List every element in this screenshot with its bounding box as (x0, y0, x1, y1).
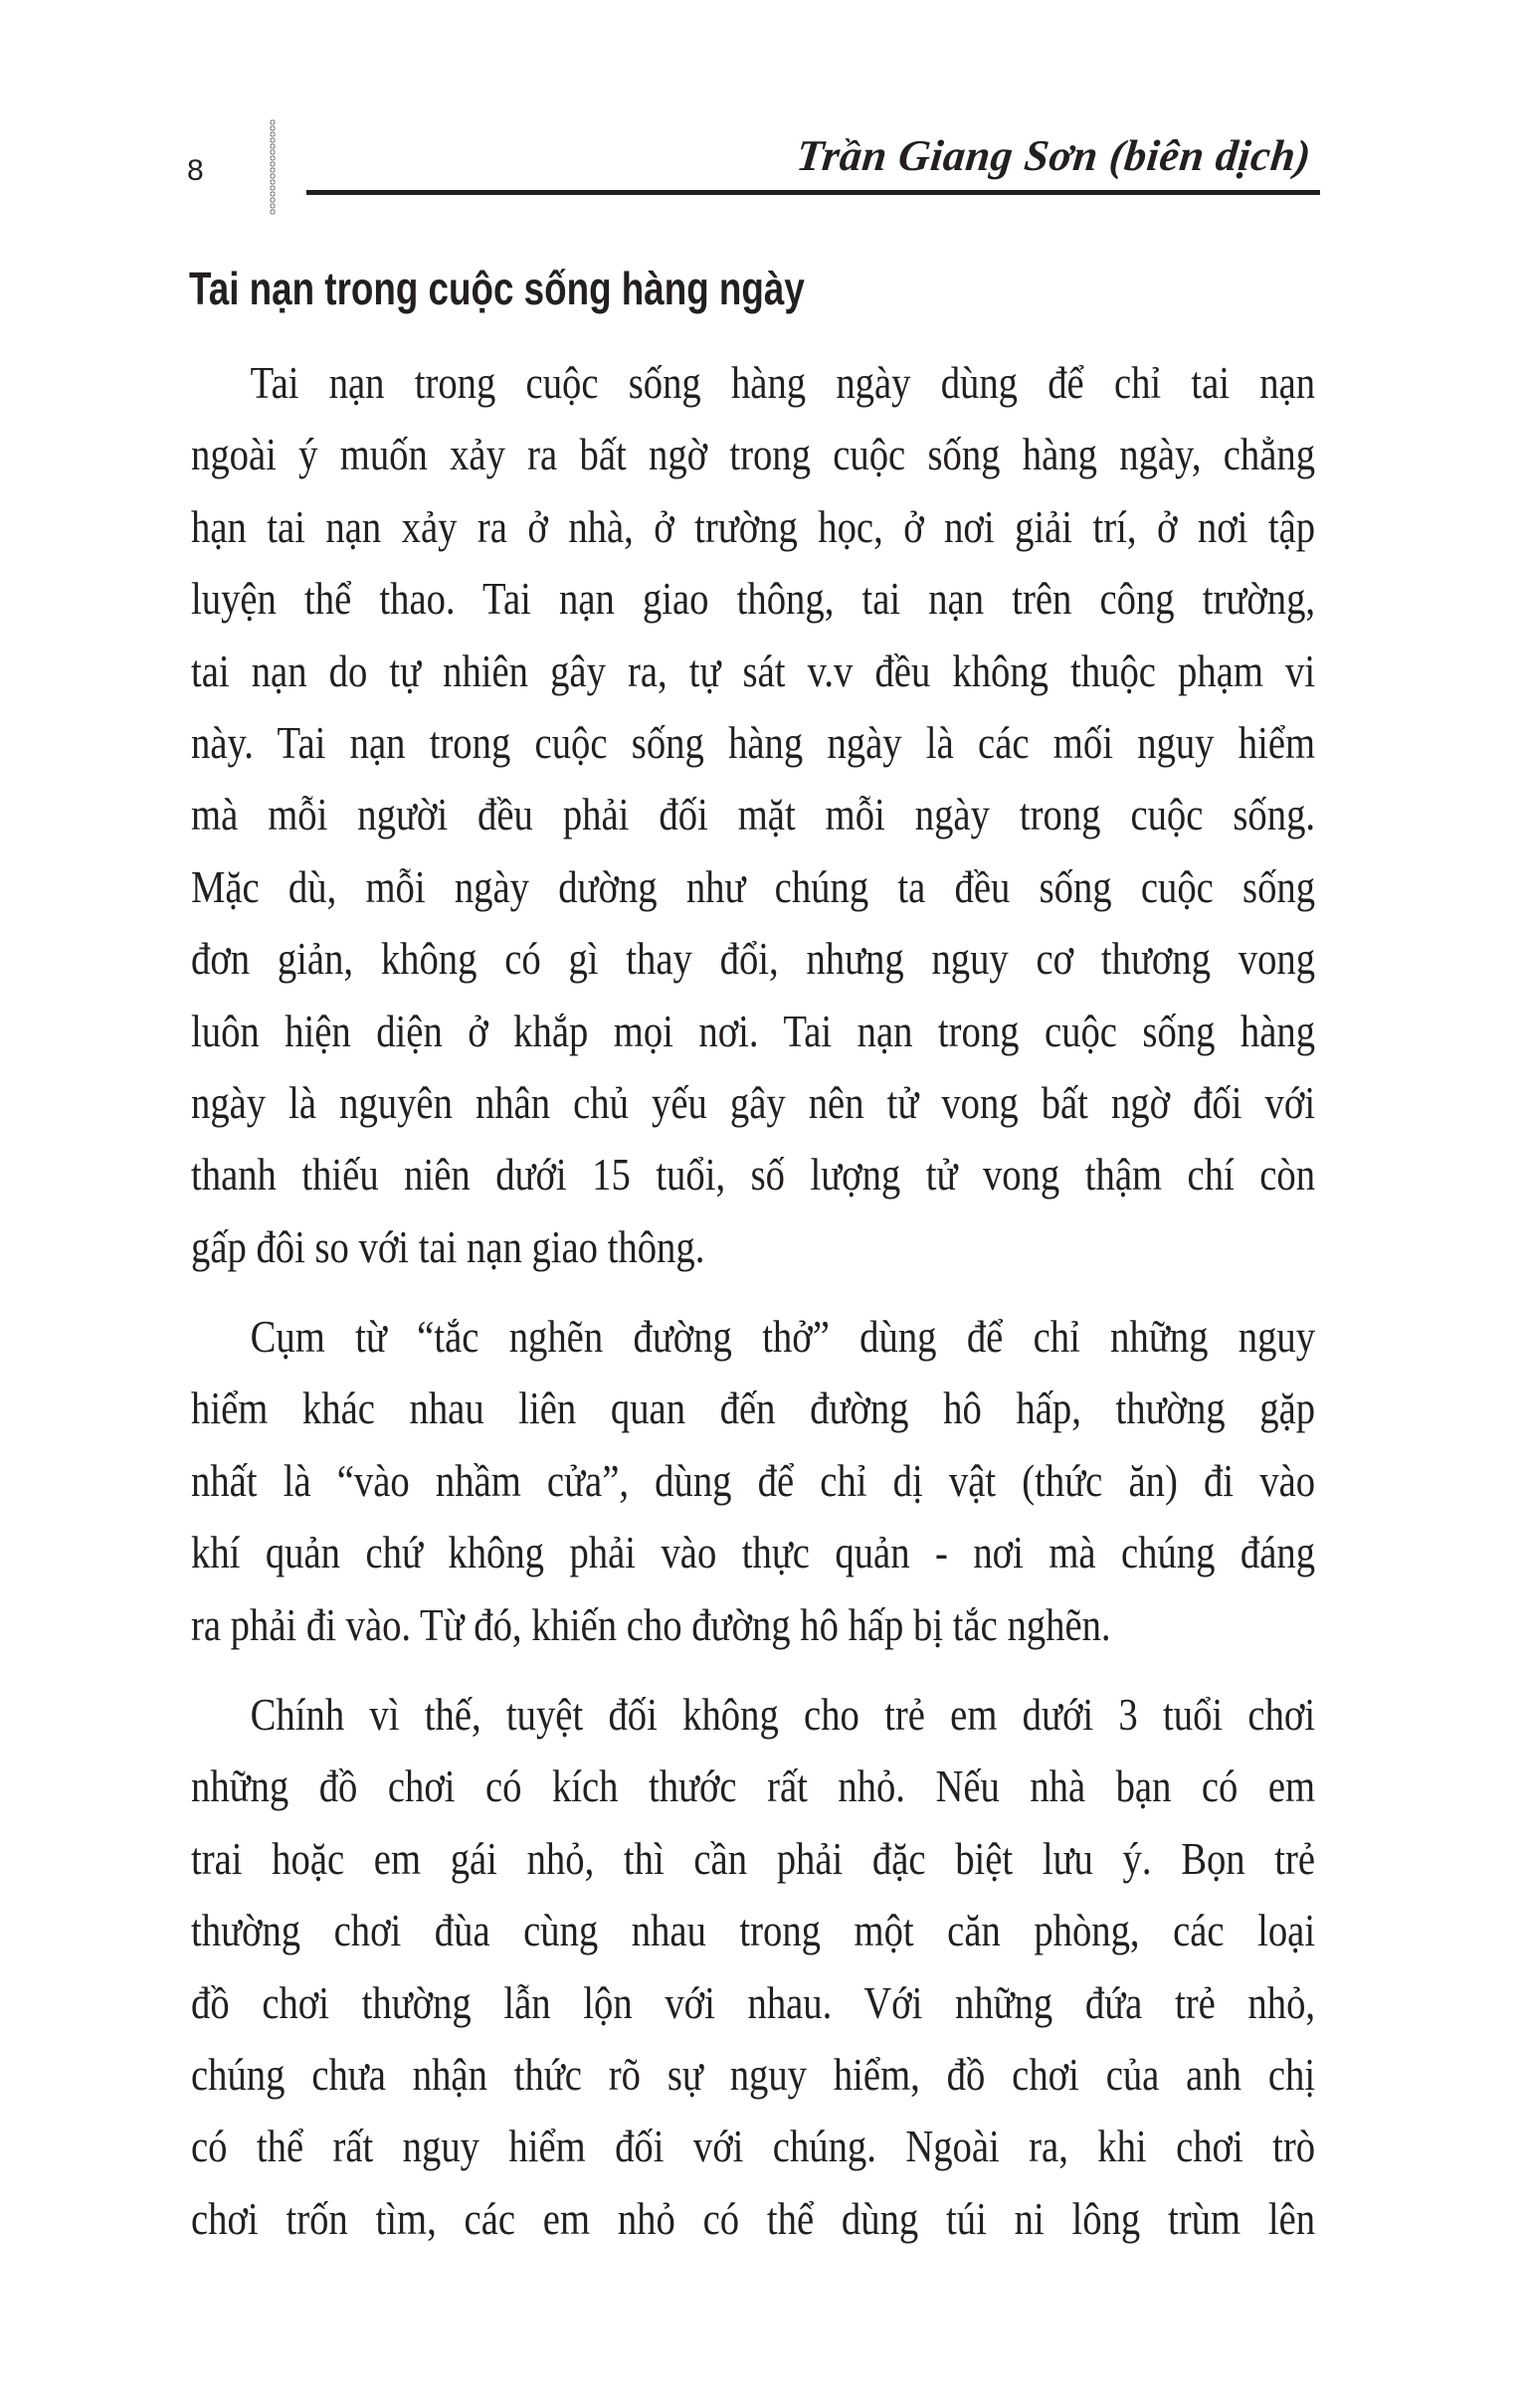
text-line: hạn tai nạn xảy ra ở nhà, ở trường học, ở nơi giải trí, ở nơi tập (191, 500, 1316, 552)
text-line: Tai nạn trong cuộc sống hàng ngày dùng để chỉ tai nạn (250, 357, 1316, 408)
chain-ornament (268, 119, 278, 215)
text-line: tai nạn do tự nhiên gây ra, tự sát v.v đều không thuộc phạm vi (191, 645, 1316, 696)
body-text (191, 347, 1315, 2273)
page-number: 8 (187, 154, 204, 187)
text-line: ra phải đi vào. Từ đó, khiến cho đường hô hấp bị tắc nghẽn. (191, 1598, 1111, 1650)
text-line: mà mỗi người đều phải đối mặt mỗi ngày trong cuộc sống. (191, 789, 1316, 840)
text-line: ngoài ý muốn xảy ra bất ngờ trong cuộc sống hàng ngày, chẳng (191, 429, 1316, 480)
text-line: đơn giản, không có gì thay đổi, nhưng nguy cơ thương vong (191, 933, 1316, 985)
text-line: gấp đôi so với tai nạn giao thông. (191, 1220, 705, 1272)
text-line: Cụm từ “tắc nghẽn đường thở” dùng để chỉ những nguy (250, 1311, 1316, 1363)
text-line: luôn hiện diện ở khắp mọi nơi. Tai nạn trong cuộc sống hàng (191, 1005, 1316, 1056)
text-line: có thể rất nguy hiểm đối với chúng. Ngoài ra, khi chơi trò (191, 2121, 1316, 2172)
text-line: chơi trốn tìm, các em nhỏ có thể dùng túi ni lông trùm lên (191, 2192, 1316, 2244)
text-line: chúng chưa nhận thức rõ sự nguy hiểm, đồ chơi của anh chị (191, 2048, 1316, 2100)
paragraph-2 (191, 1301, 1315, 1661)
section-title: Tai nạn trong cuộc sống hàng ngày (189, 263, 805, 314)
paragraph-3 (191, 1679, 1315, 2255)
text-line: này. Tai nạn trong cuộc sống hàng ngày là các mối nguy hiểm (191, 716, 1316, 768)
text-line: thanh thiếu niên dưới 15 tuổi, số lượng tử vong thậm chí còn (191, 1149, 1316, 1201)
text-line: những đồ chơi có kích thước rất nhỏ. Nếu nhà bạn có em (191, 1760, 1316, 1812)
text-line: Mặc dù, mỗi ngày dường như chúng ta đều sống cuộc sống (191, 860, 1316, 912)
running-head: Trần Giang Sơn (biên dịch) (794, 131, 1314, 180)
text-line: khí quản chứ không phải vào thực quản - nơi mà chúng đáng (191, 1527, 1316, 1578)
text-line: Chính vì thế, tuyệt đối không cho trẻ em dưới 3 tuổi chơi (250, 1689, 1316, 1741)
text-line: trai hoặc em gái nhỏ, thì cần phải đặc biệt lưu ý. Bọn trẻ (191, 1832, 1316, 1884)
text-line: thường chơi đùa cùng nhau trong một căn phòng, các loại (191, 1905, 1316, 1956)
text-line: đồ chơi thường lẫn lộn với nhau. Với những đứa trẻ nhỏ, (191, 1976, 1316, 2028)
paragraph-1 (191, 347, 1315, 1283)
text-line: nhất là “vào nhầm cửa”, dùng để chỉ dị vật (thức ăn) đi vào (191, 1454, 1316, 1506)
text-line: luyện thể thao. Tai nạn giao thông, tai nạn trên công trường, (191, 573, 1316, 625)
text-line: hiểm khác nhau liên quan đến đường hô hấp, thường gặp (191, 1383, 1316, 1434)
text-line: ngày là nguyên nhân chủ yếu gây nên tử vong bất ngờ đối với (191, 1076, 1316, 1128)
header-rule (306, 190, 1320, 195)
